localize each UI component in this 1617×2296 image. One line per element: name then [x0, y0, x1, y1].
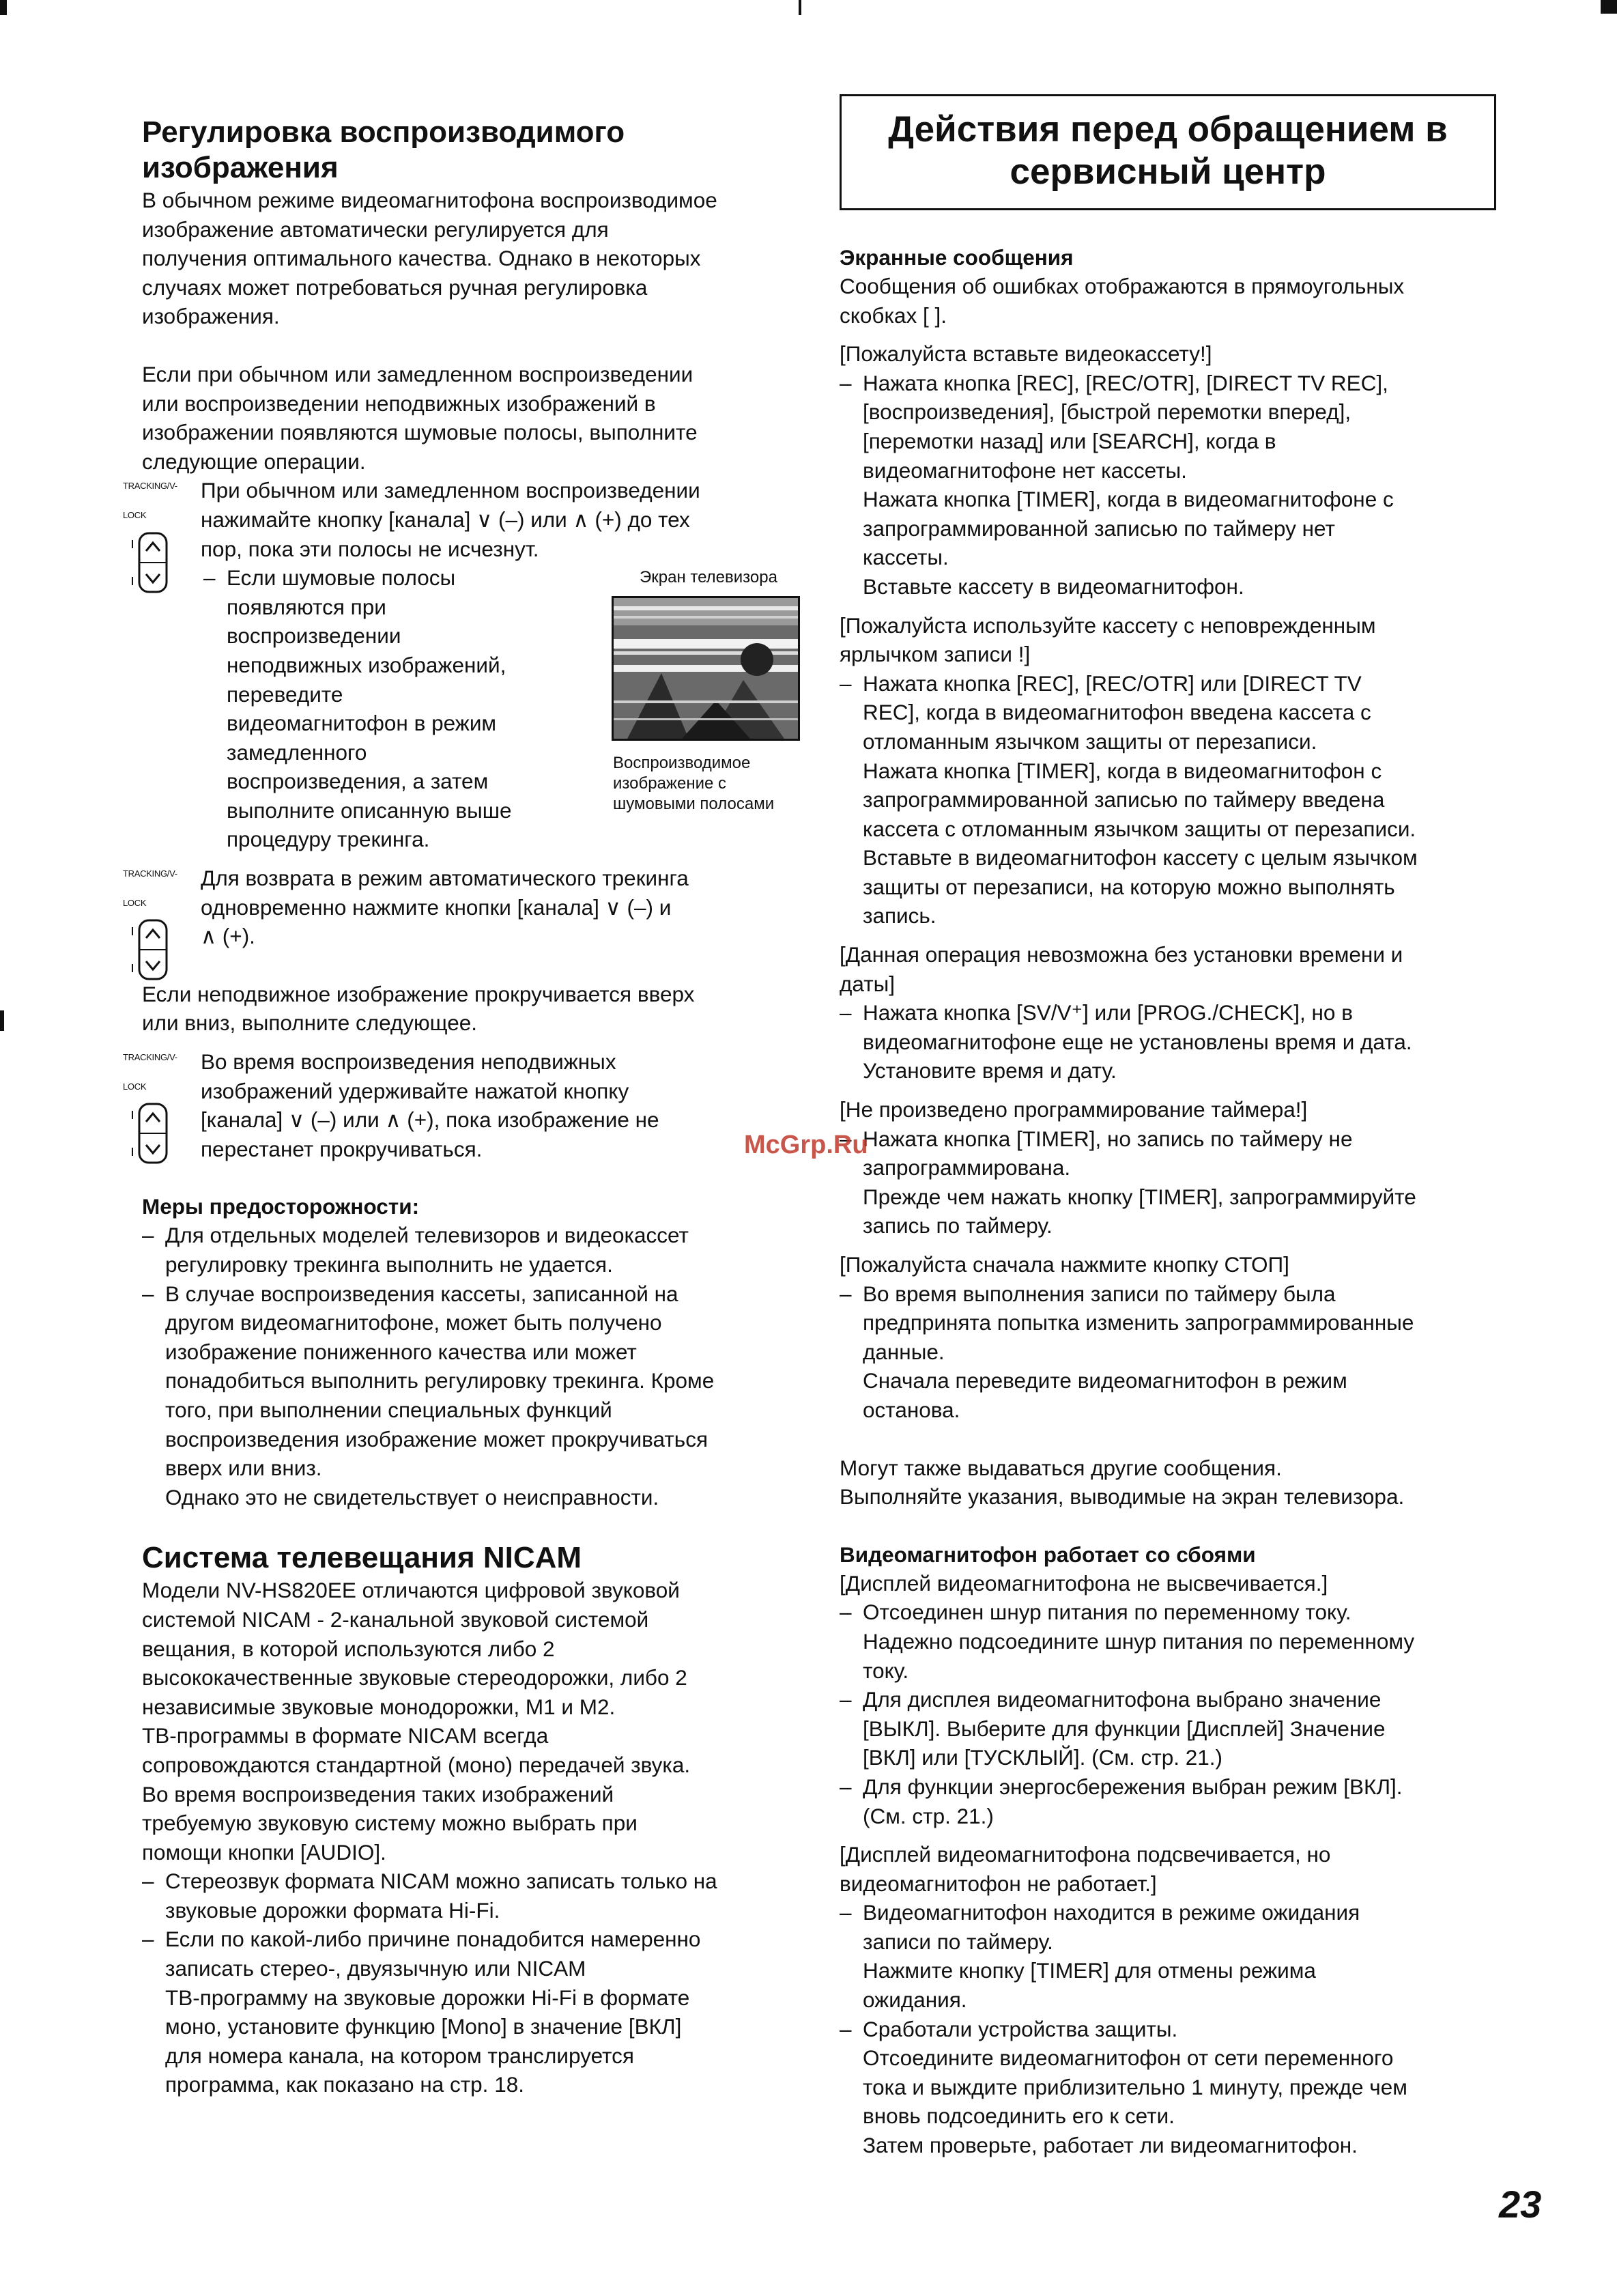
text-line: Сначала переведите видеомагнитофон в режим — [863, 1368, 1347, 1393]
page-number: 23 — [1499, 2183, 1542, 2226]
text-line: получения оптимального качества. Однако в некоторых — [142, 246, 701, 271]
remote-label: TRACKING/V-LOCK — [123, 481, 177, 520]
text-line: программа, как показано на стр. 18. — [165, 2072, 524, 2097]
text-line: вверх или вниз. — [165, 1456, 322, 1481]
text-line: изображении появляются шумовые полосы, выполните — [142, 420, 698, 445]
text-line: Отсоедините видеомагнитофон от сети переменного — [863, 2045, 1394, 2071]
text-line: сервисный центр — [1010, 152, 1326, 192]
message-title — [840, 611, 1496, 669]
text-line: При обычном или замедленном воспроизведении — [201, 478, 700, 503]
text-line: видеомагнитофоне нет кассеты. — [863, 457, 1187, 483]
list-item — [840, 998, 1496, 1086]
text-line: процедуру трекинга. — [227, 827, 430, 852]
text-line: кассета с отломанным язычком защиты от перезаписи. — [863, 816, 1416, 841]
text-line: системой NICAM - 2-канальной звуковой системой — [142, 1606, 649, 1632]
text-line: Сообщения об ошибках отображаются в прямоугольных — [840, 274, 1405, 298]
text-line: запрограммированной записью по таймеру нет — [863, 515, 1335, 541]
text-line: тока и выждите приблизительно 1 минуту, прежде чем — [863, 2074, 1407, 2099]
message-title: [Дисплей видеомагнитофона не высвечивается.] — [840, 1570, 1328, 1596]
text-line: даты] — [840, 971, 896, 996]
text-line: – Для дисплея видеомагнитофона выбрано значение — [863, 1687, 1382, 1712]
text-line: требуемую звуковую систему можно выбрать при — [142, 1811, 638, 1836]
right-column — [840, 104, 1496, 2160]
text-line: воспроизведении — [227, 623, 401, 649]
text-line: – Для функции энергосбережения выбран режим [ВКЛ]. — [863, 1774, 1403, 1799]
text-line: Если неподвижное изображение прокручивается вверх — [142, 981, 695, 1006]
tv-screen-figure — [606, 563, 811, 814]
paragraph — [142, 980, 811, 1038]
text-line: – Во время выполнения записи по таймеру была — [863, 1281, 1336, 1306]
text-line: запрограммированной записью по таймеру введена — [863, 787, 1385, 812]
text-line: изображение с — [613, 774, 727, 793]
text-line: – Нажата кнопка [REC], [REC/OTR], [DIRECT TV REC], — [863, 370, 1388, 395]
text-line: звуковые дорожки формата Hi-Fi. — [165, 1897, 500, 1923]
text-line: запрограммирована. — [863, 1155, 1071, 1180]
text-line: [Дисплей видеомагнитофона подсвечивается, но — [840, 1842, 1331, 1867]
text-line: Затем проверьте, работает ли видеомагнитофон. — [863, 2133, 1358, 2158]
text-line: сопровождаются стандартной (моно) передачей звука. — [142, 1752, 691, 1777]
remote-label: TRACKING/V-LOCK — [123, 868, 177, 908]
paragraph — [142, 1576, 811, 1867]
corner-mark — [0, 1010, 4, 1031]
text-line: другом видеомагнитофоне, может быть получено — [165, 1310, 662, 1335]
text-line: [ВЫКЛ]. Выберите для функции [Дисплей] Значение — [863, 1716, 1386, 1741]
section-title-box — [840, 94, 1496, 210]
watermark: McGrp.Ru — [744, 1131, 868, 1159]
text-line: отломанным язычком защиты от перезаписи. — [863, 728, 1317, 754]
section-title-playback-adjust: Регулировка воспроизводимого изображения — [142, 115, 625, 184]
text-line: [Данная операция невозможна без установки времени и — [840, 942, 1403, 967]
list-item — [142, 1867, 811, 1925]
list-item — [840, 1279, 1496, 1425]
message-title — [840, 940, 1496, 998]
paragraph — [840, 272, 1496, 330]
text-line: Воспроизводимое — [613, 754, 751, 773]
text-line: (См. стр. 21.) — [863, 1803, 994, 1828]
list-item — [142, 1925, 811, 2099]
list-item — [840, 1124, 1496, 1241]
message-title: [Пожалуйста вставьте видеокассету!] — [840, 341, 1212, 367]
text-line: Могут также выдаваться другие сообщения. — [840, 1455, 1282, 1480]
list-item — [840, 1898, 1496, 2014]
text-line: изображений удерживайте нажатой кнопку — [201, 1078, 629, 1103]
text-line: нажимайте кнопку [канала] ∨ (–) или ∧ (+) до тех — [201, 507, 690, 532]
text-line: Вставьте в видеомагнитофон кассету с целым язычком — [863, 845, 1418, 870]
text-line: воспроизведения изображение может прокручиваться — [165, 1426, 709, 1451]
left-column — [123, 115, 811, 2099]
text-line: записать стерео-, двуязычную или NICAM — [165, 1956, 586, 1981]
text-line: Во время воспроизведения таких изображений — [142, 1781, 614, 1806]
figure-caption-bottom — [613, 753, 811, 814]
text-line: [ВКЛ] или [ТУСКЛЫЙ]. (См. стр. 21.) — [863, 1745, 1223, 1770]
text-line: видеомагнитофон не работает.] — [840, 1871, 1157, 1896]
text-line: пор, пока эти полосы не исчезнут. — [201, 536, 539, 561]
text-line: – Если по какой-либо причине понадобится намеренно — [165, 1927, 701, 1952]
text-line: – Стереозвук формата NICAM можно записать только на — [165, 1869, 717, 1894]
text-line: – Нажата кнопка [TIMER], но запись по таймеру не — [863, 1126, 1353, 1151]
message-title — [840, 1840, 1496, 1898]
text-line: случаях может потребоваться ручная регулировка — [142, 274, 648, 300]
text-line: вновь подсоединить его к сети. — [863, 2103, 1175, 2129]
text-line: ТВ-программу на звуковые дорожки Hi-Fi в формате — [165, 1985, 690, 2010]
text-line: неподвижных изображений, — [227, 652, 506, 677]
noise-note-with-image — [142, 563, 811, 854]
paragraph — [840, 1454, 1496, 1512]
section-title-nicam: Система телевещания NICAM — [142, 1541, 582, 1575]
text-line: перестанет прокручиваться. — [201, 1136, 483, 1161]
list-item — [840, 1685, 1496, 1772]
list-item — [203, 563, 527, 854]
text-line: REC], когда в видеомагнитофон введена кассета с — [863, 700, 1371, 725]
text-line: Для возврата в режим автоматического трекинга — [201, 866, 689, 891]
text-line: изображения. — [142, 304, 280, 329]
list-item — [840, 1772, 1496, 1830]
text-line: Если при обычном или замедленном воспроизведении — [142, 361, 693, 386]
text-line: понадобиться выполнить регулировку трекинга. Кроме — [165, 1368, 715, 1393]
text-line: скобках [ ]. — [840, 302, 947, 328]
text-line: запись по таймеру. — [863, 1213, 1053, 1238]
text-line: того, при выполнении специальных функций — [165, 1397, 612, 1422]
step-vlock — [123, 1047, 811, 1163]
corner-mark — [0, 0, 7, 15]
malfunction-title: Видеомагнитофон работает со сбоями — [840, 1542, 1256, 1567]
message-title: [Пожалуйста сначала нажмите кнопку СТОП] — [840, 1252, 1289, 1277]
text-line: переведите — [227, 681, 343, 707]
text-line: помощи кнопки [AUDIO]. — [142, 1839, 386, 1865]
text-line: Прежде чем нажать кнопку [TIMER], запрограммируйте — [863, 1184, 1416, 1209]
text-line: защиты от перезаписи, на которую можно выполнять — [863, 874, 1395, 899]
text-line: шумовыми полосами — [613, 795, 775, 814]
text-line: замедленного — [227, 739, 367, 765]
text-line: выполните описанную выше — [227, 797, 512, 823]
text-line: Выполняйте указания, выводимые на экран телевизора. — [840, 1484, 1405, 1510]
text-line: [воспроизведения], [быстрой перемотки вперед], — [863, 399, 1351, 425]
text-line: – Если шумовые полосы — [227, 565, 456, 591]
text-line: высококачественные звуковые стереодорожки, либо 2 — [142, 1665, 687, 1690]
text-line: – Видеомагнитофон находится в режиме ожидания — [863, 1900, 1360, 1925]
text-line: – В случае воспроизведения кассеты, записанной на — [165, 1281, 678, 1306]
corner-mark — [799, 0, 801, 15]
text-line: видеомагнитофон в режим — [227, 711, 497, 736]
text-line: видеомагнитофоне еще не установлены время и дата. — [863, 1029, 1412, 1054]
text-line: току. — [863, 1658, 909, 1683]
list-item — [142, 1279, 811, 1512]
text-line: ярлычком записи !] — [840, 642, 1031, 667]
list-item — [840, 669, 1496, 931]
list-item — [142, 1221, 811, 1279]
step-tracking-2 — [123, 864, 811, 951]
text-line: или вниз, выполните следующее. — [142, 1010, 478, 1036]
text-line: для номера канала, на котором транслируется — [165, 2043, 634, 2068]
text-line: изображение автоматически регулируется для — [142, 216, 609, 242]
text-line: запись. — [863, 903, 936, 929]
text-line: кассеты. — [863, 545, 949, 570]
figure-caption-top: Экран телевизора — [640, 568, 777, 587]
text-line: Нажата кнопка [TIMER], когда в видеомагнитофоне с — [863, 487, 1394, 512]
text-line: – Сработали устройства защиты. — [863, 2016, 1178, 2041]
text-line: Действия перед обращением в — [888, 109, 1448, 150]
text-line: [Пожалуйста используйте кассету с неповрежденным — [840, 612, 1376, 638]
text-line: записи по таймеру. — [863, 1929, 1053, 1954]
noisy-picture-image — [612, 596, 800, 741]
remote-label: TRACKING/V-LOCK — [123, 1052, 177, 1092]
text-line: моно, установите функцию [Mono] в значение [ВКЛ] — [165, 2014, 682, 2039]
text-line: ожидания. — [863, 1987, 967, 2013]
text-line: Вставьте кассету в видеомагнитофон. — [863, 573, 1244, 599]
text-line: Надежно подсоедините шнур питания по переменному — [863, 1628, 1415, 1654]
text-line: Однако это не свидетельствует о неисправности. — [165, 1484, 659, 1510]
text-line: Во время воспроизведения неподвижных — [201, 1049, 616, 1075]
text-line: [канала] ∨ (–) или ∧ (+), пока изображение не — [201, 1107, 659, 1133]
text-line: Установите время и дату. — [863, 1058, 1117, 1083]
text-line: следующие операции. — [142, 449, 366, 474]
list-item — [840, 369, 1496, 601]
screen-messages-title: Экранные сообщения — [840, 245, 1074, 270]
precautions-title: Меры предосторожности: — [142, 1194, 420, 1219]
text-line: Нажата кнопка [TIMER], когда в видеомагнитофон с — [863, 758, 1382, 783]
text-line: независимые звуковые монодорожки, M1 и M2. — [142, 1694, 616, 1719]
text-line: регулировку трекинга выполнить не удается. — [165, 1252, 613, 1277]
text-line: В обычном режиме видеомагнитофона воспроизводимое — [142, 188, 717, 212]
text-line: – Нажата кнопка [SV/V⁺] или [PROG./CHECK], но в — [863, 1000, 1353, 1025]
text-line: ∧ (+). — [201, 924, 255, 949]
text-line: – Отсоединен шнур питания по переменному току. — [863, 1600, 1351, 1625]
text-line: – Нажата кнопка [REC], [REC/OTR] или [DIRECT TV — [863, 670, 1362, 696]
text-line: Модели NV-HS820EE отличаются цифровой звуковой — [142, 1578, 680, 1603]
text-line: – Для отдельных моделей телевизоров и видеокассет — [165, 1223, 689, 1248]
text-line: Нажмите кнопку [TIMER] для отмены режима — [863, 1958, 1316, 1983]
paragraph — [142, 360, 811, 476]
text-line: останова. — [863, 1397, 960, 1422]
text-line: данные. — [863, 1339, 945, 1364]
text-line: [перемотки назад] или [SEARCH], когда в — [863, 428, 1276, 453]
text-line: одновременно нажмите кнопки [канала] ∨ (–) и — [201, 894, 672, 920]
step-tracking-1 — [123, 476, 811, 563]
text-line: или воспроизведении неподвижных изображений в — [142, 391, 656, 416]
paragraph — [142, 186, 811, 331]
text-line: вещания, в которой используются либо 2 — [142, 1636, 555, 1661]
text-line: ТВ-программы в формате NICAM всегда — [142, 1723, 549, 1748]
list-item — [840, 2015, 1496, 2160]
text-line: изображение пониженного качества или может — [165, 1339, 637, 1364]
list-item — [840, 1598, 1496, 1685]
text-line: появляются при — [227, 594, 386, 619]
text-line: воспроизведения, а затем — [227, 769, 489, 794]
text-line: предпринята попытка изменить запрограммированные — [863, 1310, 1414, 1335]
message-title: [Не произведено программирование таймера!] — [840, 1097, 1308, 1122]
tracking-button-icon — [123, 860, 198, 982]
tracking-button-icon — [123, 1043, 198, 1165]
corner-mark — [1601, 0, 1617, 14]
